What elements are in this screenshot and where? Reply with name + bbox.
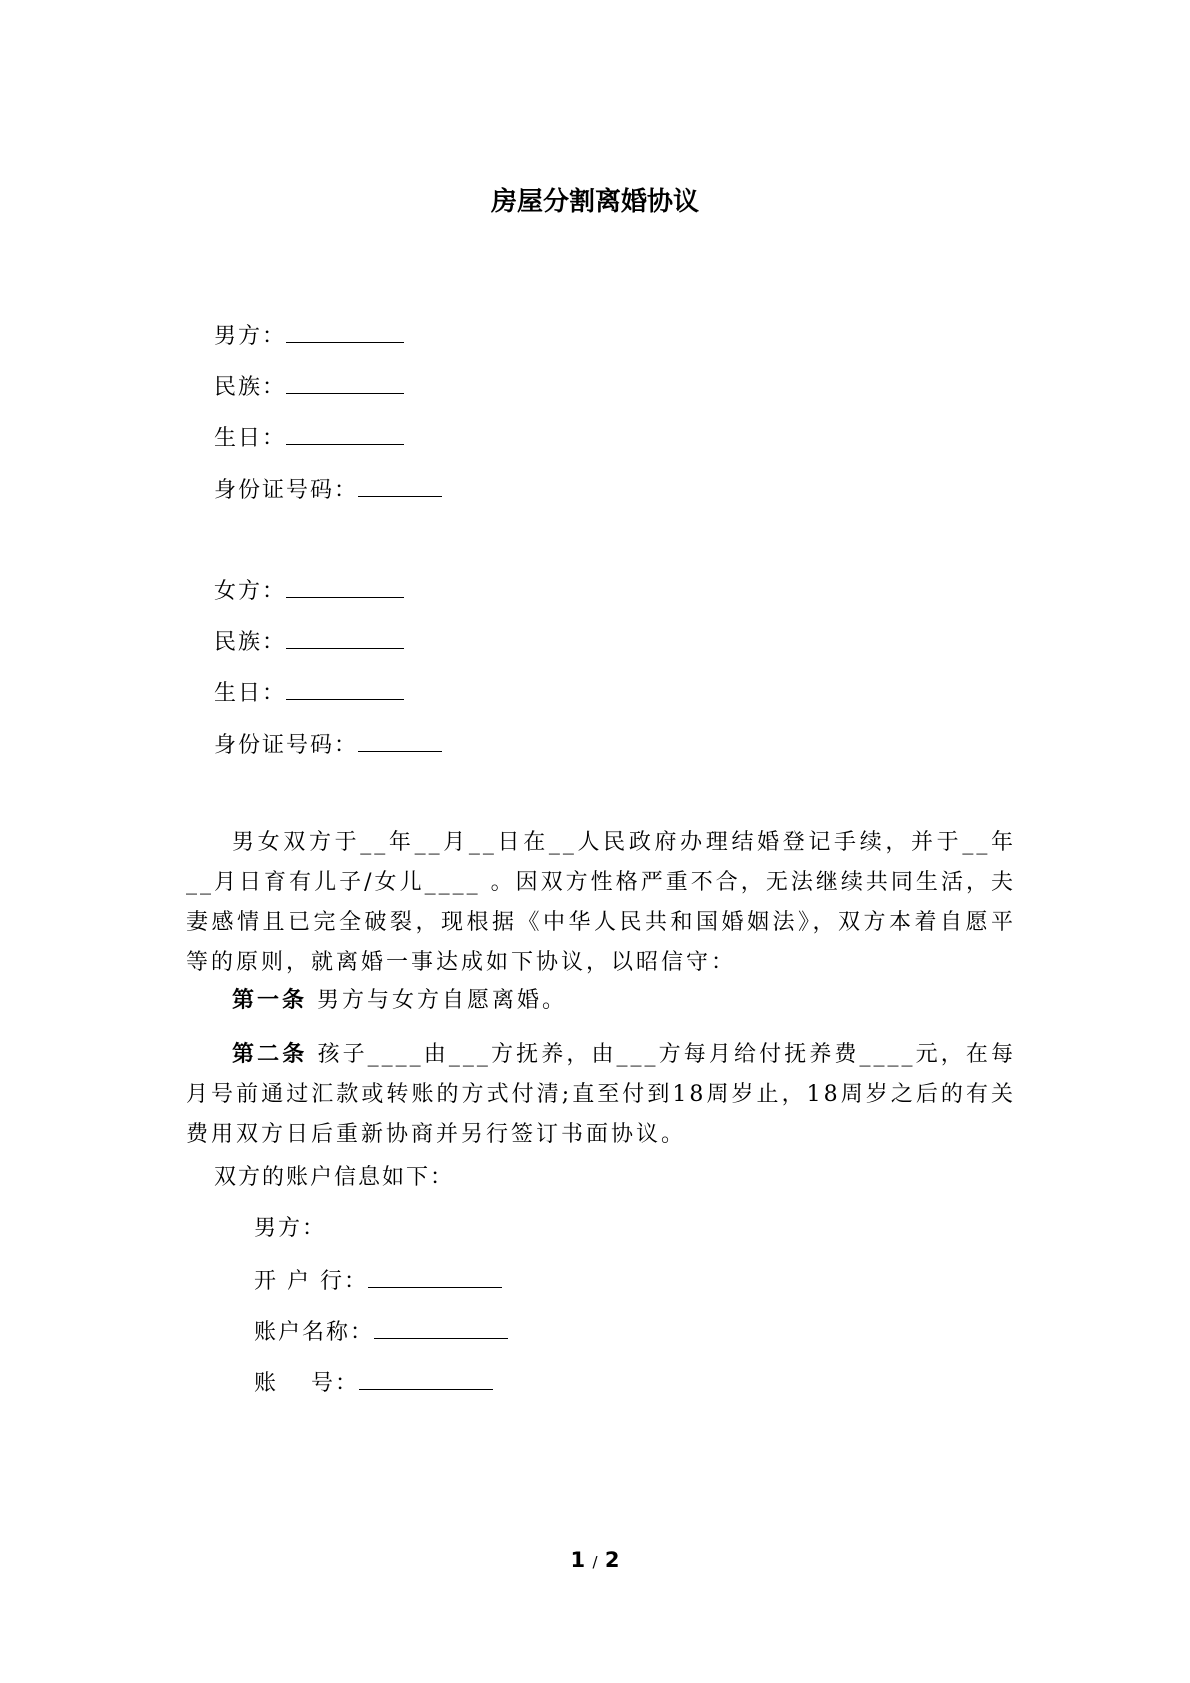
article-1-heading: 第一条 xyxy=(232,988,308,1013)
accounts-male-label: 男方： xyxy=(254,1216,327,1241)
article-2 xyxy=(186,1035,1016,1155)
female-birthday-blank[interactable] xyxy=(286,677,404,700)
article-2-text: 孩子____由___方抚养，由___方每月给付抚养费____元，在每月号前通过汇款或转账的方式付清;直至付到18周岁止，18周岁之后的有关费用双方日后重新协商并另行签订书面协议。 xyxy=(186,1042,1016,1147)
bank-blank[interactable] xyxy=(368,1265,502,1288)
male-ethnicity-label: 民族： xyxy=(214,375,287,400)
bank-field xyxy=(254,1265,502,1297)
female-birthday-field xyxy=(214,677,404,709)
account-name-label: 账户名称： xyxy=(254,1320,375,1345)
female-ethnicity-field xyxy=(214,626,404,658)
article-2-heading: 第二条 xyxy=(232,1042,308,1067)
female-id-label: 身份证号码： xyxy=(214,733,359,758)
female-party-field xyxy=(214,575,404,607)
male-id-field xyxy=(214,474,442,506)
female-birthday-label: 生日： xyxy=(214,681,287,706)
article-1 xyxy=(186,981,1016,1021)
account-name-blank[interactable] xyxy=(374,1316,508,1339)
page-number xyxy=(0,1548,1190,1572)
account-name-field xyxy=(254,1316,508,1348)
account-number-field xyxy=(254,1367,493,1399)
male-id-blank[interactable] xyxy=(358,474,442,497)
current-page: 1 xyxy=(570,1548,586,1572)
female-ethnicity-label: 民族： xyxy=(214,630,287,655)
male-party-blank[interactable] xyxy=(286,320,404,343)
male-party-field xyxy=(214,320,404,352)
female-ethnicity-blank[interactable] xyxy=(286,626,404,649)
female-id-field xyxy=(214,729,442,761)
bank-label: 开 户 行： xyxy=(254,1269,368,1294)
account-number-label: 账 号： xyxy=(254,1371,359,1396)
male-birthday-label: 生日： xyxy=(214,426,287,451)
accounts-intro: 双方的账户信息如下： xyxy=(214,1165,455,1190)
female-id-blank[interactable] xyxy=(358,729,442,752)
account-number-blank[interactable] xyxy=(359,1367,493,1390)
male-party-label: 男方： xyxy=(214,324,287,349)
male-ethnicity-blank[interactable] xyxy=(286,371,404,394)
male-birthday-field xyxy=(214,422,404,454)
total-pages: 2 xyxy=(604,1548,620,1572)
female-party-blank[interactable] xyxy=(286,575,404,598)
document-title: 房屋分割离婚协议 xyxy=(490,187,699,217)
page-separator: / xyxy=(592,1553,598,1571)
male-birthday-blank[interactable] xyxy=(286,422,404,445)
female-party-label: 女方： xyxy=(214,579,287,604)
intro-paragraph: 男女双方于__年__月__日在__人民政府办理结婚登记手续，并于__年__月日育有儿子/女儿____ 。因双方性格严重不合，无法继续共同生活，夫妻感情且已完全破裂，现根据《中华人民共和国婚姻法》，双方本着自愿平等的原则，就离婚一事达成如下协议，以昭信守： xyxy=(186,830,1016,975)
male-ethnicity-field xyxy=(214,371,404,403)
male-id-label: 身份证号码： xyxy=(214,478,359,503)
article-1-text: 男方与女方自愿离婚。 xyxy=(317,988,568,1013)
